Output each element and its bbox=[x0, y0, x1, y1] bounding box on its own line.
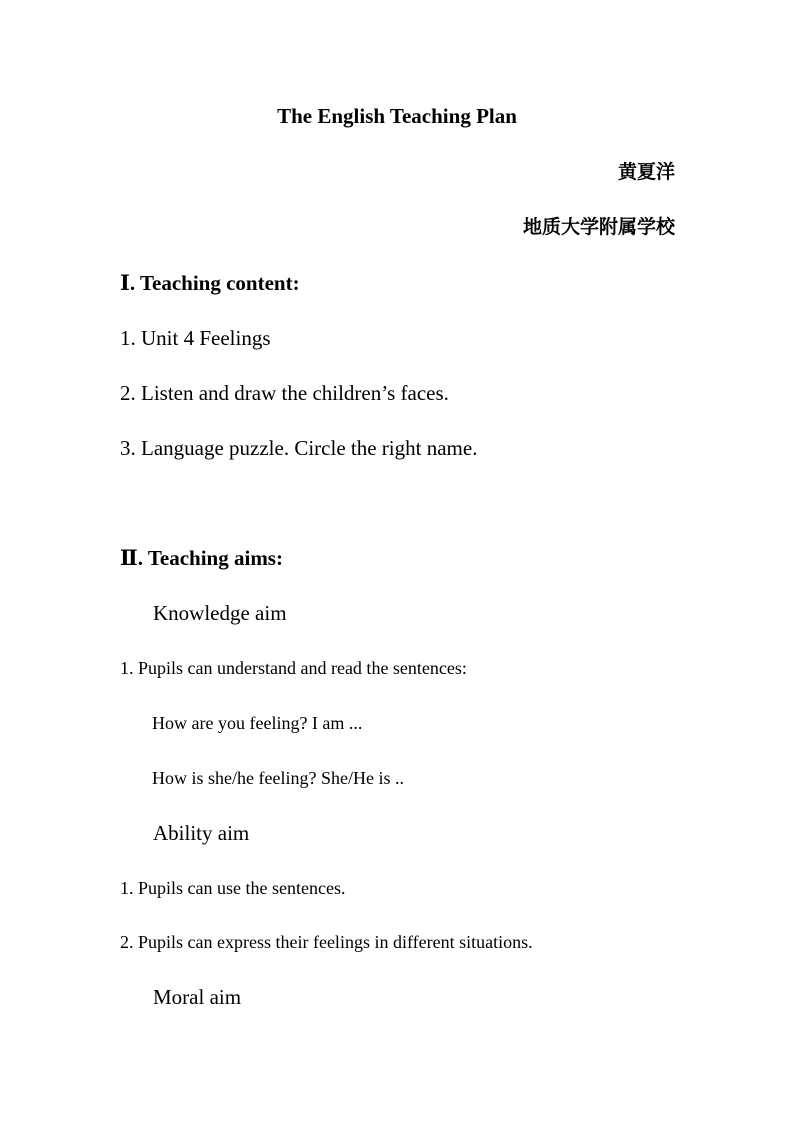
knowledge-aim-item: 1. Pupils can understand and read the sentences: bbox=[120, 658, 467, 678]
school-name: 地质大学附属学校 bbox=[522, 217, 675, 238]
knowledge-aim-label: Knowledge aim bbox=[153, 601, 287, 625]
document-title: The English Teaching Plan bbox=[277, 104, 517, 128]
content-item: 2. Listen and draw the children’s faces. bbox=[120, 381, 449, 405]
moral-aim-label: Moral aim bbox=[153, 985, 242, 1009]
author-name: 黄夏洋 bbox=[617, 162, 675, 183]
ability-aim-label: Ability aim bbox=[153, 821, 250, 845]
example-sentence: How is she/he feeling? She/He is .. bbox=[152, 768, 404, 788]
ability-aim-item: 2. Pupils can express their feelings in different situations. bbox=[120, 932, 533, 952]
section-heading-teaching-content: Ⅰ. Teaching content: bbox=[120, 271, 300, 295]
example-sentence: How are you feeling? I am ... bbox=[152, 713, 363, 733]
ability-aim-item: 1. Pupils can use the sentences. bbox=[120, 878, 346, 898]
content-item: 3. Language puzzle. Circle the right name. bbox=[120, 436, 478, 460]
section-heading-teaching-aims: Ⅱ. Teaching aims: bbox=[120, 546, 283, 570]
content-item: 1. Unit 4 Feelings bbox=[120, 326, 271, 350]
